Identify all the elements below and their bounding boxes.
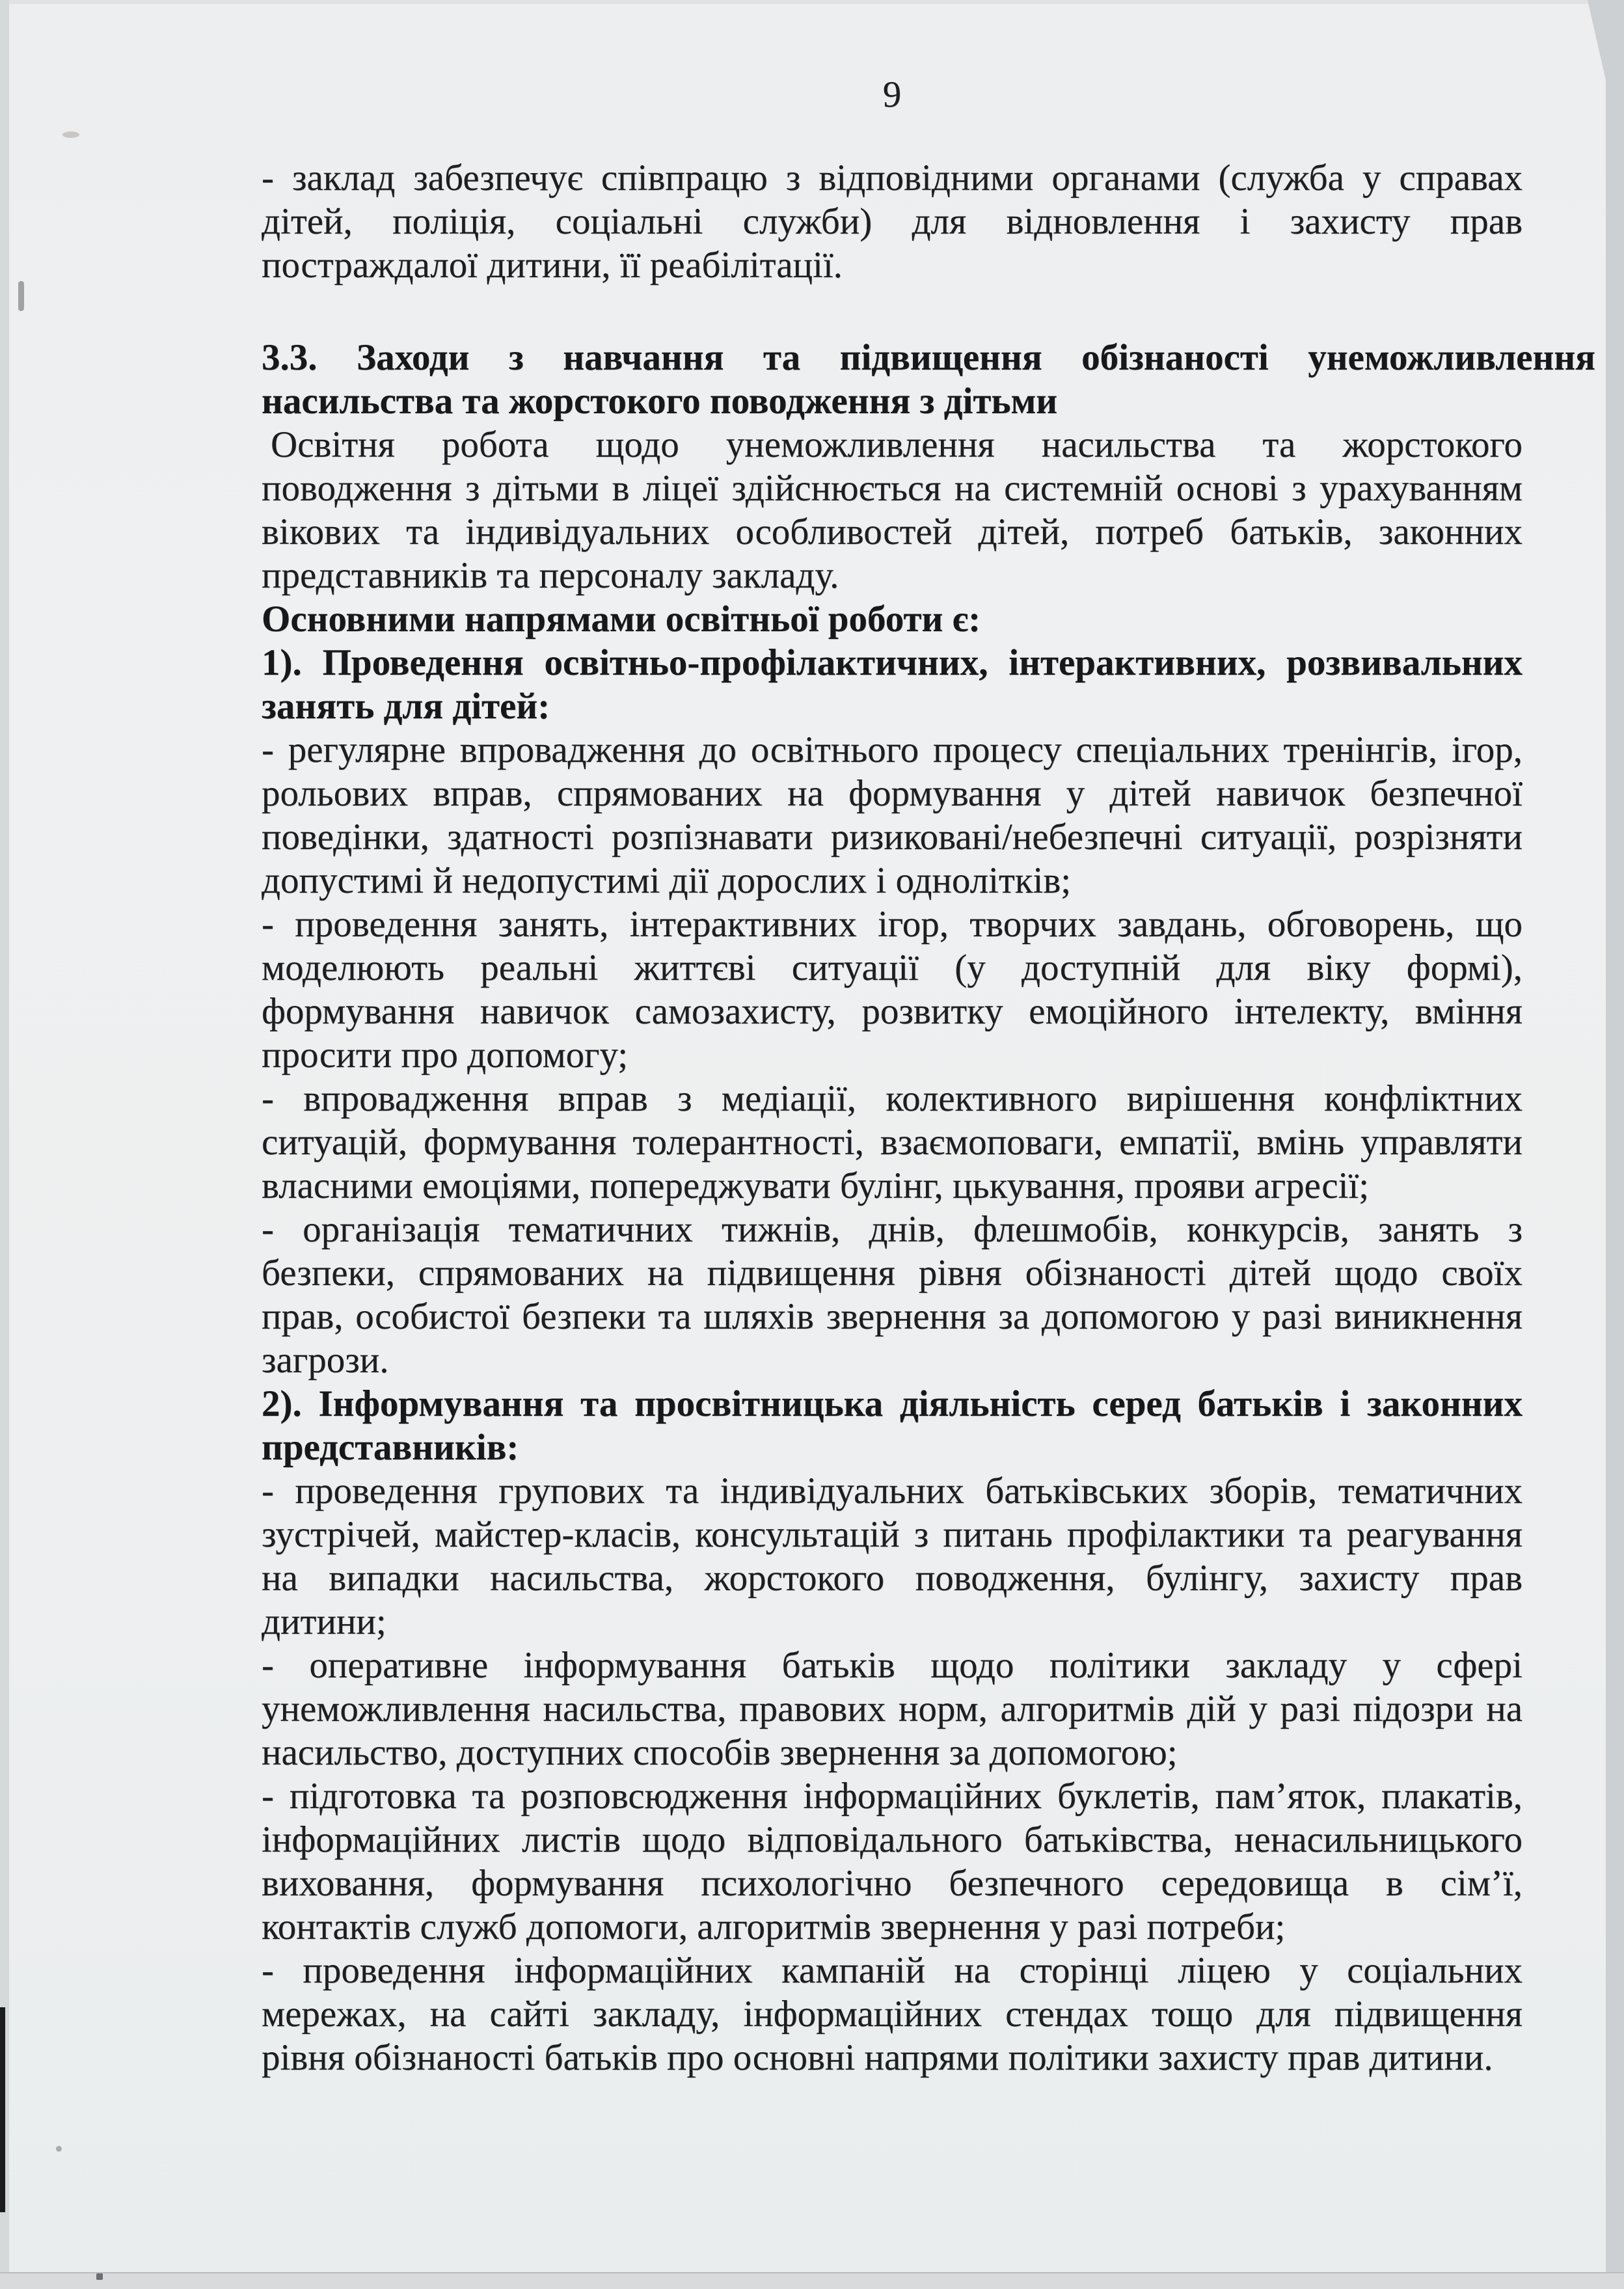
text-line: інформаційних листів щодо відповідального батьківства, ненасильницького (262, 1819, 1522, 1860)
bullet-parent-meetings (262, 1469, 1522, 1644)
paper-speck (56, 2146, 62, 2152)
text-line: виховання, формування психологічно безпечного середовища в сім’ї, (262, 1863, 1522, 1904)
text-line: ситуацій, формування толерантності, взаємоповаги, емпатії, вмінь управляти (262, 1122, 1522, 1163)
text-line: представників та персоналу закладу. (262, 555, 839, 596)
bullet-regular-trainings (262, 728, 1522, 902)
text-line: 3.3. Заходи з навчання та підвищення обізнаності унеможливлення (262, 337, 1595, 378)
para-educational-work (262, 423, 1522, 597)
document-body (262, 156, 1595, 2079)
bullet-interactive-classes (262, 902, 1522, 1077)
text-line: Освітня робота щодо унеможливлення насильства та жорстокого (271, 424, 1522, 465)
text-line: - проведення інформаційних кампаній на сторінці ліцею у соціальних (262, 1950, 1522, 1991)
text-line: - проведення занять, інтерактивних ігор, творчих завдань, обговорень, що (262, 904, 1522, 945)
text-line: на випадки насильства, жорстокого поводження, булінгу, захисту прав (262, 1558, 1522, 1599)
text-line: - підготовка та розповсюдження інформаційних буклетів, пам’яток, плакатів, (262, 1776, 1522, 1817)
text-line: зустрічей, майстер-класів, консультацій з питань профілактики та реагування (262, 1514, 1522, 1555)
page-number: 9 (882, 74, 902, 115)
text-line: поводження з дітьми в ліцеї здійснюється на системній основі з урахуванням (262, 468, 1522, 509)
text-line: безпеки, спрямованих на підвищення рівня обізнаності дітей щодо своїх (262, 1253, 1522, 1293)
text-line: власними емоціями, попереджувати булінг, цькування, прояви агресії; (262, 1165, 1370, 1206)
text-line: насильства та жорстокого поводження з дітьми (262, 381, 1058, 422)
text-line: унеможливлення насильства, правових норм, алгоритмів дій у разі підозри на (262, 1688, 1522, 1729)
text-line: - оперативне інформування батьків щодо політики закладу у сфері (262, 1645, 1522, 1686)
paper-smudge (18, 281, 24, 311)
scanner-dark-line (0, 2007, 5, 2212)
scan-edge-top (0, 0, 1624, 4)
text-line: дитини; (262, 1601, 386, 1642)
text-line: загрози. (262, 1340, 389, 1381)
text-line: рольових вправ, спрямованих на формування у дітей навичок безпечної (262, 773, 1522, 814)
text-line: 2). Інформування та просвітницька діяльність серед батьків і законних (262, 1383, 1522, 1424)
text-line: допустимі й недопустимі дії дорослих і однолітків; (262, 860, 1072, 901)
text-line: моделюють реальні життєві ситуації (у доступній для віку формі), (262, 947, 1522, 988)
text-line: - регулярне впровадження до освітнього процесу спеціальних тренінгів, ігор, (262, 729, 1522, 770)
page-content (262, 73, 1595, 2079)
scan-edge-left (0, 0, 9, 2289)
text-line: просити про допомогу; (262, 1035, 629, 1076)
text-line: представників: (262, 1427, 519, 1468)
paper-speck (96, 2273, 103, 2280)
bullet-thematic-weeks (262, 1208, 1522, 1382)
heading-item-1 (262, 641, 1522, 728)
text-line: - проведення групових та індивідуальних батьківських зборів, тематичних (262, 1470, 1522, 1511)
bullet-booklets (262, 1774, 1522, 1949)
text-line: Основними напрямами освітньої роботи є: (262, 599, 981, 640)
text-line: 1). Проведення освітньо-профілактичних, інтерактивних, розвивальних (262, 642, 1522, 683)
text-line: рівня обізнаності батьків про основні напрями політики захисту прав дитини. (262, 2037, 1493, 2078)
bullet-prompt-informing (262, 1644, 1522, 1774)
text-line: насильство, доступних способів звернення за допомогою; (262, 1732, 1178, 1773)
text-line: постраждалої дитини, її реабілітації. (262, 245, 843, 286)
heading-main-directions (262, 597, 1522, 641)
text-line: прав, особистої безпеки та шляхів звернення за допомогою у разі виникнення (262, 1296, 1522, 1337)
text-line: мережах, на сайті закладу, інформаційних стендах тощо для підвищення (262, 1994, 1522, 2035)
text-line: контактів служб допомоги, алгоритмів звернення у разі потреби; (262, 1906, 1286, 1947)
paper-speck (62, 131, 79, 138)
text-line: - заклад забезпечує співпрацю з відповідними органами (служба у справах (262, 157, 1522, 198)
scan-edge-right (1606, 0, 1624, 2289)
text-line: вікових та індивідуальних особливостей дітей, потреб батьків, законних (262, 511, 1522, 552)
paper-corner-tilt (1588, 0, 1610, 98)
heading-item-2 (262, 1382, 1522, 1469)
bullet-mediation-exercises (262, 1077, 1522, 1208)
text-line: дітей, поліція, соціальні служби) для відновлення і захисту прав (262, 201, 1522, 242)
bullet-info-campaigns (262, 1949, 1522, 2079)
text-line: - організація тематичних тижнів, днів, флешмобів, конкурсів, занять з (262, 1209, 1522, 1250)
text-line: - впровадження вправ з медіації, колективного вирішення конфліктних (262, 1078, 1522, 1119)
para-institution-cooperation (262, 156, 1522, 287)
scan-edge-bottom (0, 2272, 1624, 2289)
heading-3-3 (262, 336, 1595, 423)
text-line: формування навичок самозахисту, розвитку емоційного інтелекту, вміння (262, 991, 1522, 1032)
text-line: занять для дітей: (262, 686, 550, 727)
text-line: поведінки, здатності розпізнавати ризиковані/небезпечні ситуації, розрізняти (262, 817, 1522, 858)
